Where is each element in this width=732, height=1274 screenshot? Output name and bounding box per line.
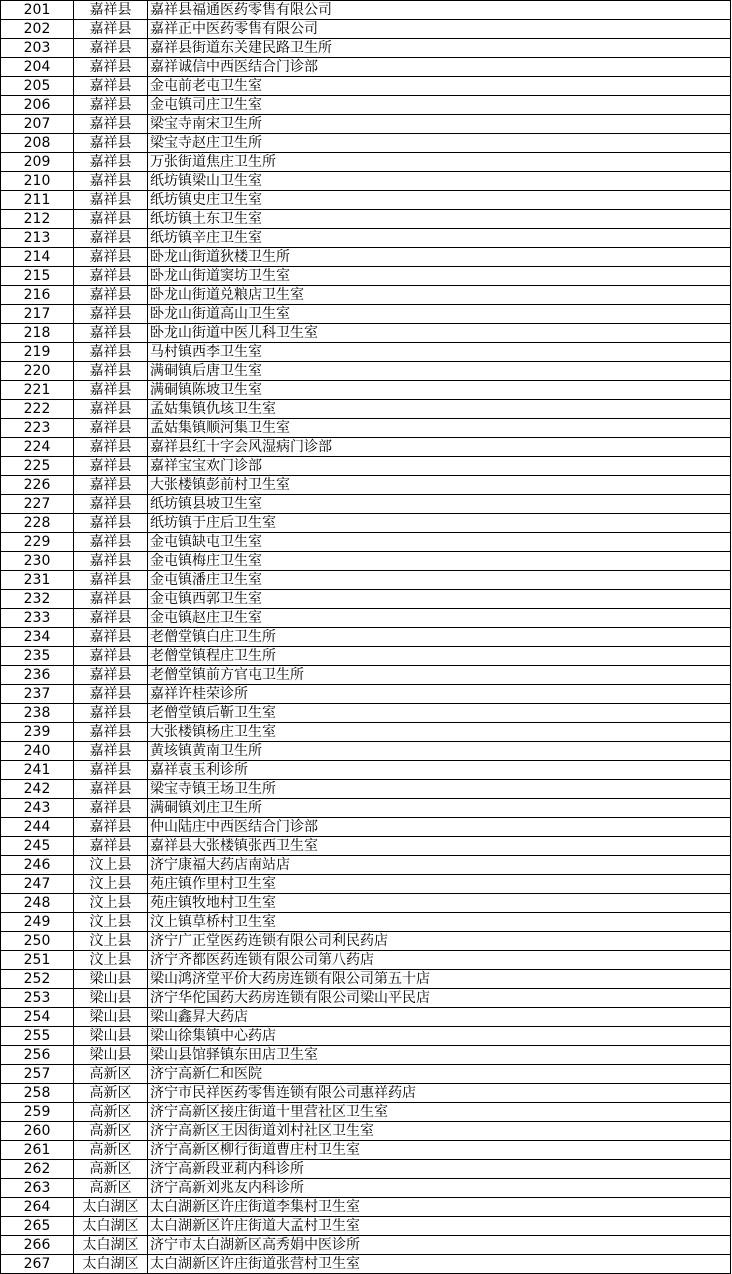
row-name: 黄垓镇黄南卫生所	[148, 742, 731, 761]
row-name: 纸坊镇于庄后卫生室	[148, 514, 731, 533]
table-row	[1, 134, 731, 153]
row-number: 228	[1, 514, 74, 533]
table-row	[1, 590, 731, 609]
table-row	[1, 457, 731, 476]
row-county: 嘉祥县	[74, 742, 148, 761]
row-name: 金屯镇司庄卫生室	[148, 96, 731, 115]
row-number: 210	[1, 172, 74, 191]
table-row	[1, 400, 731, 419]
row-county: 嘉祥县	[74, 153, 148, 172]
row-name: 满硐镇刘庄卫生所	[148, 799, 731, 818]
table-row	[1, 324, 731, 343]
row-county: 嘉祥县	[74, 761, 148, 780]
row-number: 250	[1, 932, 74, 951]
row-name: 纸坊镇县坡卫生室	[148, 495, 731, 514]
table-row	[1, 571, 731, 590]
row-name: 济宁高新仁和医院	[148, 1065, 731, 1084]
row-name: 梁山鑫昇大药店	[148, 1008, 731, 1027]
row-name: 纸坊镇梁山卫生室	[148, 172, 731, 191]
row-county: 嘉祥县	[74, 286, 148, 305]
row-county: 嘉祥县	[74, 381, 148, 400]
row-county: 嘉祥县	[74, 476, 148, 495]
table-row	[1, 77, 731, 96]
row-number: 232	[1, 590, 74, 609]
row-name: 济宁高新区柳行街道曹庄村卫生室	[148, 1141, 731, 1160]
table-row	[1, 1084, 731, 1103]
table-row	[1, 951, 731, 970]
row-number: 218	[1, 324, 74, 343]
row-county: 嘉祥县	[74, 362, 148, 381]
row-county: 嘉祥县	[74, 818, 148, 837]
row-county: 嘉祥县	[74, 495, 148, 514]
row-county: 嘉祥县	[74, 666, 148, 685]
table-row	[1, 837, 731, 856]
row-county: 嘉祥县	[74, 685, 148, 704]
row-county: 嘉祥县	[74, 324, 148, 343]
table-row	[1, 970, 731, 989]
row-name: 金屯镇潘庄卫生室	[148, 571, 731, 590]
row-county: 嘉祥县	[74, 343, 148, 362]
row-name: 马村镇西李卫生室	[148, 343, 731, 362]
table-row	[1, 476, 731, 495]
row-number: 230	[1, 552, 74, 571]
row-county: 高新区	[74, 1141, 148, 1160]
row-county: 嘉祥县	[74, 609, 148, 628]
row-county: 嘉祥县	[74, 780, 148, 799]
row-number: 219	[1, 343, 74, 362]
row-county: 汶上县	[74, 932, 148, 951]
table-row	[1, 609, 731, 628]
table-row	[1, 1141, 731, 1160]
row-name: 老僧堂镇白庄卫生所	[148, 628, 731, 647]
row-name: 嘉祥县红十字会风湿病门诊部	[148, 438, 731, 457]
table-row	[1, 1160, 731, 1179]
table-row	[1, 856, 731, 875]
row-name: 嘉祥县街道东关建民路卫生所	[148, 39, 731, 58]
table-row	[1, 1255, 731, 1274]
table-row	[1, 419, 731, 438]
table-row	[1, 305, 731, 324]
row-county: 嘉祥县	[74, 457, 148, 476]
table-body	[1, 1, 731, 1274]
row-county: 嘉祥县	[74, 77, 148, 96]
row-number: 259	[1, 1103, 74, 1122]
row-county: 太白湖区	[74, 1217, 148, 1236]
row-county: 高新区	[74, 1084, 148, 1103]
row-county: 嘉祥县	[74, 20, 148, 39]
row-name: 梁宝寺镇王场卫生所	[148, 780, 731, 799]
table-row	[1, 761, 731, 780]
row-number: 211	[1, 191, 74, 210]
row-number: 224	[1, 438, 74, 457]
row-number: 225	[1, 457, 74, 476]
row-number: 258	[1, 1084, 74, 1103]
row-county: 嘉祥县	[74, 210, 148, 229]
row-number: 202	[1, 20, 74, 39]
row-county: 嘉祥县	[74, 647, 148, 666]
row-number: 243	[1, 799, 74, 818]
row-number: 267	[1, 1255, 74, 1274]
row-name: 济宁华佗国药大药房连锁有限公司梁山平民店	[148, 989, 731, 1008]
row-county: 汶上县	[74, 894, 148, 913]
table-row	[1, 1065, 731, 1084]
row-county: 嘉祥县	[74, 248, 148, 267]
row-county: 嘉祥县	[74, 39, 148, 58]
table-row	[1, 381, 731, 400]
table-row	[1, 1008, 731, 1027]
row-name: 老僧堂镇前方官屯卫生所	[148, 666, 731, 685]
row-name: 嘉祥县大张楼镇张西卫生室	[148, 837, 731, 856]
row-name: 济宁广正堂医药连锁有限公司利民药店	[148, 932, 731, 951]
row-county: 嘉祥县	[74, 438, 148, 457]
row-number: 204	[1, 58, 74, 77]
table-row	[1, 533, 731, 552]
row-name: 满硐镇后唐卫生室	[148, 362, 731, 381]
row-name: 孟姑集镇顺河集卫生室	[148, 419, 731, 438]
row-county: 嘉祥县	[74, 134, 148, 153]
table-row	[1, 495, 731, 514]
row-county: 嘉祥县	[74, 229, 148, 248]
row-number: 205	[1, 77, 74, 96]
row-number: 214	[1, 248, 74, 267]
row-number: 266	[1, 1236, 74, 1255]
table-row	[1, 742, 731, 761]
row-county: 梁山县	[74, 989, 148, 1008]
row-number: 254	[1, 1008, 74, 1027]
table-row	[1, 514, 731, 533]
row-number: 213	[1, 229, 74, 248]
row-number: 246	[1, 856, 74, 875]
row-name: 仲山陆庄中西医结合门诊部	[148, 818, 731, 837]
row-number: 244	[1, 818, 74, 837]
table-row	[1, 362, 731, 381]
table-row	[1, 1122, 731, 1141]
row-name: 金屯镇赵庄卫生室	[148, 609, 731, 628]
row-county: 嘉祥县	[74, 628, 148, 647]
row-number: 238	[1, 704, 74, 723]
row-name: 金屯镇缺屯卫生室	[148, 533, 731, 552]
row-name: 卧龙山街道中医儿科卫生室	[148, 324, 731, 343]
table-row	[1, 1027, 731, 1046]
row-county: 嘉祥县	[74, 514, 148, 533]
row-number: 237	[1, 685, 74, 704]
row-number: 256	[1, 1046, 74, 1065]
row-name: 嘉祥袁玉利诊所	[148, 761, 731, 780]
row-number: 260	[1, 1122, 74, 1141]
table-row	[1, 685, 731, 704]
row-county: 梁山县	[74, 1046, 148, 1065]
row-name: 嘉祥诚信中西医结合门诊部	[148, 58, 731, 77]
row-name: 大张楼镇杨庄卫生室	[148, 723, 731, 742]
table-row	[1, 58, 731, 77]
row-county: 嘉祥县	[74, 723, 148, 742]
row-number: 215	[1, 267, 74, 286]
row-number: 222	[1, 400, 74, 419]
row-name: 纸坊镇史庄卫生室	[148, 191, 731, 210]
row-number: 235	[1, 647, 74, 666]
row-county: 嘉祥县	[74, 96, 148, 115]
row-county: 梁山县	[74, 1008, 148, 1027]
row-county: 汶上县	[74, 913, 148, 932]
row-name: 梁山鸿济堂平价大药房连锁有限公司第五十店	[148, 970, 731, 989]
row-county: 太白湖区	[74, 1255, 148, 1274]
row-number: 233	[1, 609, 74, 628]
row-number: 229	[1, 533, 74, 552]
row-name: 纸坊镇辛庄卫生室	[148, 229, 731, 248]
row-county: 高新区	[74, 1103, 148, 1122]
row-name: 嘉祥宝宝欢门诊部	[148, 457, 731, 476]
row-county: 汶上县	[74, 951, 148, 970]
table-row	[1, 799, 731, 818]
row-county: 嘉祥县	[74, 400, 148, 419]
table-row	[1, 932, 731, 951]
row-name: 济宁高新区王因街道刘村社区卫生室	[148, 1122, 731, 1141]
row-county: 嘉祥县	[74, 571, 148, 590]
row-name: 卧龙山街道高山卫生室	[148, 305, 731, 324]
row-number: 207	[1, 115, 74, 134]
row-county: 梁山县	[74, 970, 148, 989]
table-row	[1, 666, 731, 685]
row-number: 217	[1, 305, 74, 324]
row-name: 卧龙山街道狄楼卫生所	[148, 248, 731, 267]
row-county: 嘉祥县	[74, 704, 148, 723]
row-number: 201	[1, 1, 74, 20]
row-name: 纸坊镇土东卫生室	[148, 210, 731, 229]
row-number: 253	[1, 989, 74, 1008]
table-row	[1, 210, 731, 229]
row-name: 济宁市太白湖新区高秀娟中医诊所	[148, 1236, 731, 1255]
row-county: 太白湖区	[74, 1198, 148, 1217]
table-row	[1, 115, 731, 134]
row-county: 太白湖区	[74, 1236, 148, 1255]
row-name: 梁宝寺赵庄卫生所	[148, 134, 731, 153]
row-number: 265	[1, 1217, 74, 1236]
row-name: 满硐镇陈坡卫生室	[148, 381, 731, 400]
row-name: 金屯镇西郭卫生室	[148, 590, 731, 609]
row-number: 262	[1, 1160, 74, 1179]
row-number: 242	[1, 780, 74, 799]
table-row	[1, 267, 731, 286]
table-row	[1, 39, 731, 58]
row-number: 231	[1, 571, 74, 590]
row-name: 济宁高新段亚莉内科诊所	[148, 1160, 731, 1179]
row-name: 汶上镇草桥村卫生室	[148, 913, 731, 932]
table-row	[1, 913, 731, 932]
row-county: 嘉祥县	[74, 191, 148, 210]
row-number: 212	[1, 210, 74, 229]
table-row	[1, 153, 731, 172]
table-row	[1, 191, 731, 210]
row-name: 金屯前老屯卫生室	[148, 77, 731, 96]
row-name: 大张楼镇彭前村卫生室	[148, 476, 731, 495]
table-row	[1, 704, 731, 723]
row-name: 老僧堂镇后靳卫生室	[148, 704, 731, 723]
table-row	[1, 875, 731, 894]
table-row	[1, 248, 731, 267]
row-name: 嘉祥县福通医药零售有限公司	[148, 1, 731, 20]
row-number: 239	[1, 723, 74, 742]
row-county: 嘉祥县	[74, 799, 148, 818]
row-number: 234	[1, 628, 74, 647]
row-name: 嘉祥正中医药零售有限公司	[148, 20, 731, 39]
row-name: 太白湖新区许庄街道李集村卫生室	[148, 1198, 731, 1217]
table-row	[1, 1103, 731, 1122]
row-name: 苑庄镇牧地村卫生室	[148, 894, 731, 913]
row-county: 嘉祥县	[74, 172, 148, 191]
row-name: 嘉祥许桂荣诊所	[148, 685, 731, 704]
table-row	[1, 894, 731, 913]
table-row	[1, 96, 731, 115]
row-number: 257	[1, 1065, 74, 1084]
row-county: 嘉祥县	[74, 837, 148, 856]
row-number: 227	[1, 495, 74, 514]
row-number: 248	[1, 894, 74, 913]
table-row	[1, 438, 731, 457]
row-county: 汶上县	[74, 875, 148, 894]
row-number: 206	[1, 96, 74, 115]
row-number: 208	[1, 134, 74, 153]
row-name: 太白湖新区许庄街道张营村卫生室	[148, 1255, 731, 1274]
row-name: 卧龙山街道窦坊卫生室	[148, 267, 731, 286]
table-row	[1, 1236, 731, 1255]
row-county: 嘉祥县	[74, 267, 148, 286]
table-row	[1, 172, 731, 191]
table-row	[1, 229, 731, 248]
row-number: 261	[1, 1141, 74, 1160]
row-number: 255	[1, 1027, 74, 1046]
row-number: 263	[1, 1179, 74, 1198]
row-number: 241	[1, 761, 74, 780]
row-county: 高新区	[74, 1065, 148, 1084]
table-row	[1, 1198, 731, 1217]
row-number: 251	[1, 951, 74, 970]
row-name: 济宁高新区接庄街道十里营社区卫生室	[148, 1103, 731, 1122]
row-county: 汶上县	[74, 856, 148, 875]
table-row	[1, 552, 731, 571]
row-county: 嘉祥县	[74, 305, 148, 324]
table-row	[1, 286, 731, 305]
table-row	[1, 780, 731, 799]
table-row	[1, 343, 731, 362]
row-number: 220	[1, 362, 74, 381]
table-row	[1, 628, 731, 647]
row-name: 老僧堂镇程庄卫生所	[148, 647, 731, 666]
row-number: 245	[1, 837, 74, 856]
row-name: 太白湖新区许庄街道大孟村卫生室	[148, 1217, 731, 1236]
row-county: 嘉祥县	[74, 419, 148, 438]
row-county: 嘉祥县	[74, 1, 148, 20]
table-row	[1, 723, 731, 742]
table-row	[1, 1, 731, 20]
row-number: 240	[1, 742, 74, 761]
row-number: 203	[1, 39, 74, 58]
row-name: 金屯镇梅庄卫生室	[148, 552, 731, 571]
row-number: 264	[1, 1198, 74, 1217]
row-name: 孟姑集镇仇垓卫生室	[148, 400, 731, 419]
row-number: 249	[1, 913, 74, 932]
row-name: 济宁高新刘兆友内科诊所	[148, 1179, 731, 1198]
row-name: 万张街道焦庄卫生所	[148, 153, 731, 172]
row-name: 济宁市民祥医药零售连锁有限公司惠祥药店	[148, 1084, 731, 1103]
table-row	[1, 1179, 731, 1198]
row-number: 226	[1, 476, 74, 495]
table-row	[1, 20, 731, 39]
row-county: 嘉祥县	[74, 58, 148, 77]
row-name: 卧龙山街道兑粮店卫生室	[148, 286, 731, 305]
row-county: 嘉祥县	[74, 115, 148, 134]
row-name: 梁山徐集镇中心药店	[148, 1027, 731, 1046]
row-number: 221	[1, 381, 74, 400]
table-row	[1, 1217, 731, 1236]
row-number: 247	[1, 875, 74, 894]
table-row	[1, 647, 731, 666]
table-row	[1, 1046, 731, 1065]
row-county: 高新区	[74, 1122, 148, 1141]
row-number: 209	[1, 153, 74, 172]
row-name: 梁山县馆驿镇东田店卫生室	[148, 1046, 731, 1065]
row-name: 梁宝寺南宋卫生所	[148, 115, 731, 134]
row-county: 嘉祥县	[74, 590, 148, 609]
row-county: 高新区	[74, 1179, 148, 1198]
row-county: 梁山县	[74, 1027, 148, 1046]
row-name: 济宁齐都医药连锁有限公司第八药店	[148, 951, 731, 970]
row-number: 216	[1, 286, 74, 305]
row-name: 苑庄镇作里村卫生室	[148, 875, 731, 894]
table-row	[1, 989, 731, 1008]
row-county: 嘉祥县	[74, 552, 148, 571]
row-county: 高新区	[74, 1160, 148, 1179]
row-number: 252	[1, 970, 74, 989]
row-number: 223	[1, 419, 74, 438]
row-name: 济宁康福大药店南站店	[148, 856, 731, 875]
table-row	[1, 818, 731, 837]
row-number: 236	[1, 666, 74, 685]
row-county: 嘉祥县	[74, 533, 148, 552]
